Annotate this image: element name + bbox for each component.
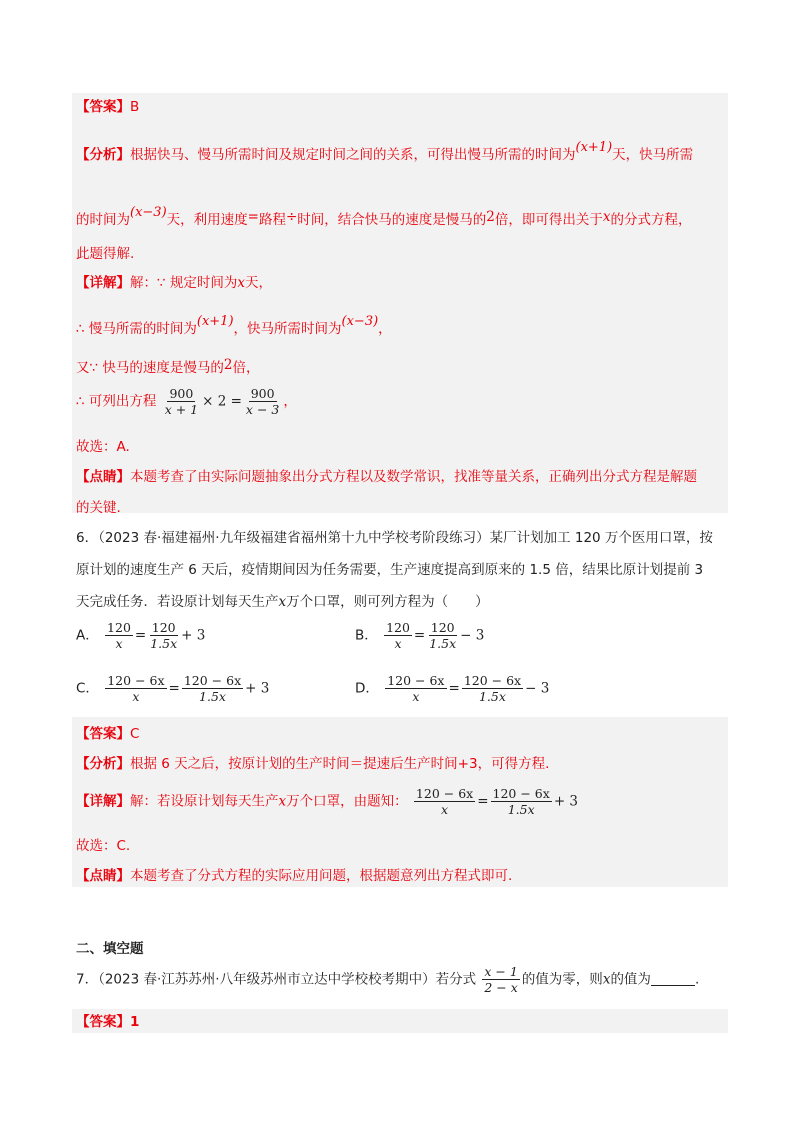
q5-choose: 故选：A. <box>76 439 130 455</box>
q7-answer-blank[interactable] <box>651 971 695 986</box>
q5-comment-line1: 【点睛】本题考查了由实际问题抽象出分式方程以及数学常识，找准等量关系，正确列出分式方程是解题 <box>76 469 697 485</box>
q5-analysis-line2: 的时间为(x−3)天，利用速度=路程÷时间，结合快马的速度是慢马的2倍，即可得出关于x的分式方程， <box>76 205 692 228</box>
q5-detail-line3: 又∵ 快马的速度是慢马的2倍， <box>76 357 260 376</box>
q6-option-c[interactable]: C． $\frac{120 - 6x}{x}$ = $\frac{120 - 6x}{1.5x}$ + 3 <box>76 673 270 704</box>
q5-equation-fraction-right: $\frac{900}{x - 3}$ <box>245 386 280 417</box>
q5-analysis-line3: 此题得解. <box>76 246 135 262</box>
q7-answer: 【答案】1 <box>76 1014 140 1030</box>
q6-stem-line1: 6．（2023 春·福建福州·九年级福建省福州第十九中学校考阶段练习）某厂计划加工 120 万个医用口罩，按 <box>76 530 713 546</box>
q5-analysis-line1: 【分析】根据快马、慢马所需时间及规定时间之间的关系，可得出慢马所需的时间为(x+1)天，快马所需 <box>76 140 694 163</box>
section-title-fill-in: 二、填空题 <box>76 941 144 957</box>
q5-comment-line2: 的关键. <box>76 500 121 516</box>
q6-comment: 【点睛】本题考查了分式方程的实际应用问题，根据题意列出方程式即可. <box>76 868 513 884</box>
q6-analysis: 【分析】根据 6 天之后，按原计划的生产时间＝提速后生产时间+3，可得方程. <box>76 756 550 772</box>
q6-option-b[interactable]: B． $\frac{120}{x}$ = $\frac{120}{1.5x}$ − 3 <box>355 620 485 651</box>
q5-equation-fraction-left: $\frac{900}{x + 1}$ <box>164 386 199 417</box>
q6-stem-line2: 原计划的速度生产 6 天后，疫情期间因为任务需要，生产速度提高到原来的 1.5 倍，结果比原计划提前 3 <box>76 562 704 578</box>
q5-detail-line2: ∴ 慢马所需的时间为(x+1)，快马所需时间为(x−3)， <box>76 314 392 337</box>
q6-choose: 故选：C. <box>76 838 131 854</box>
q5-detail-line4: ∴ 可列出方程 $\frac{900}{x + 1}$ × 2 = $\frac{900}{x - 3}$ ， <box>76 386 297 417</box>
q6-option-d[interactable]: D． $\frac{120 - 6x}{x}$ = $\frac{120 - 6x}{1.5x}$ − 3 <box>355 673 550 704</box>
q5-answer: 【答案】B <box>76 99 140 115</box>
q6-answer: 【答案】C <box>76 726 140 742</box>
q5-detail-line1: 【详解】解：∵ 规定时间为x天， <box>76 275 273 291</box>
q6-stem-line3: 天完成任务．若设原计划每天生产x万个口罩，则可列方程为（ ） <box>76 594 489 610</box>
q7-stem: 7．（2023 春·江苏苏州·八年级苏州市立达中学校校考期中）若分式 $\frac{x - 1}{2 - x}$ 的值为零，则x的值为 . <box>76 964 700 995</box>
q6-option-a[interactable]: A． $\frac{120}{x}$ = $\frac{120}{1.5x}$ + 3 <box>76 620 206 651</box>
q6-detail: 【详解】解：若设原计划每天生产x万个口罩，由题知： $\frac{120 - 6x}{x}$ = $\frac{120 - 6x}{1.5x}$ + 3 <box>76 786 579 817</box>
q7-solution-box <box>72 1009 728 1033</box>
